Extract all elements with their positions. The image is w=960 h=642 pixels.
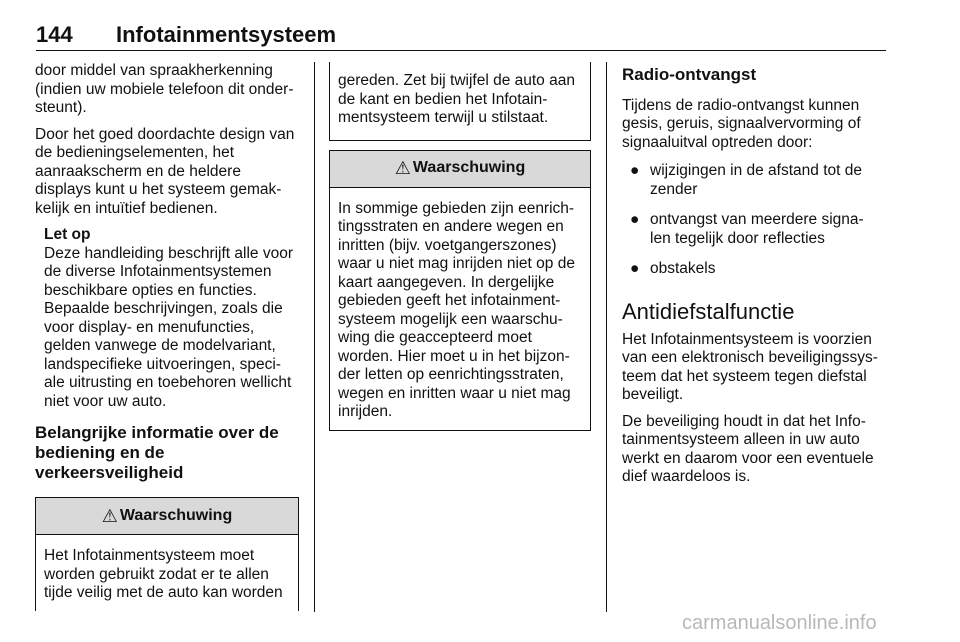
paragraph: Tijdens de radio-ontvangst kunnen gesis, geruis, signaalvervorming of signaaluitval optreden door: — [622, 96, 861, 151]
page-header — [36, 22, 886, 51]
warning-box — [35, 497, 299, 611]
column-left — [35, 62, 299, 611]
column-divider — [314, 62, 315, 612]
warning-label: Waarschuwing — [412, 159, 526, 177]
bullet-icon: ● — [630, 211, 640, 228]
column-middle — [329, 62, 591, 431]
radio-heading: Radio-ontvangst — [622, 65, 757, 84]
bullet-icon: ● — [630, 162, 640, 179]
bullet-list — [622, 162, 890, 279]
warning-box-continued: gereden. Zet bij twijfel de auto aan de kant en bedien het Infotain- mentsysteem terwijl u stilstaat. — [329, 62, 591, 141]
section-heading: Antidiefstalfunctie — [622, 298, 795, 324]
list-item — [622, 211, 890, 248]
warning-header — [330, 151, 590, 188]
section-subheading: Belangrijke informatie over de bediening en de verkeersveiligheid — [35, 423, 279, 482]
list-item-text: wijzigingen in de afstand tot de zender — [650, 162, 862, 198]
list-item — [622, 162, 890, 199]
column-divider — [606, 62, 607, 612]
warning-text: Het Infotainmentsysteem moet worden gebruikt zodat er te allen tijde veilig met de auto kan worden — [44, 547, 283, 601]
page-title: Infotainmentsysteem — [116, 22, 337, 47]
warning-triangle-icon: ⚠ — [101, 505, 118, 526]
paragraph: Door het goed doordachte design van de bedieningselementen, het aanraakscherm en de heldere displays kunt u het systeem gemak- kelijk en intuïtief bedienen. — [35, 125, 295, 217]
column-right — [622, 62, 890, 495]
warning-header — [36, 498, 298, 535]
warning-triangle-icon: ⚠ — [394, 158, 411, 179]
note-block — [44, 226, 299, 411]
bullet-icon: ● — [630, 260, 640, 277]
list-item-text: ontvangst van meerdere signa- len tegelijk door reflecties — [650, 211, 864, 247]
list-item — [622, 260, 890, 279]
warning-text: In sommige gebieden zijn eenrich- tingsstraten en andere wegen en inritten (bijv. voetgangerszones) waar u niet mag inrijden niet op de kaart aangegeven. In dergelijke gebieden geeft het infotainment- systeem mogelijk een waarschu- wing die geaccepteerd moet worden. Hier moet u in het bijzon- der letten op eenrichtingsstraten, wegen en inritten waar u niet mag inrijden. — [338, 199, 575, 420]
paragraph: Het Infotainmentsysteem is voorzien van een elektronisch beveiligingssys- teem dat het systeem tegen diefstal beveiligt. — [622, 330, 878, 403]
page-number: 144 — [36, 22, 73, 47]
paragraph: De beveiliging houdt in dat het Info- tainmentsysteem alleen in uw auto werkt en daarom voor een eventuele dief waardeloos is. — [622, 412, 874, 485]
list-item-text: obstakels — [650, 260, 716, 277]
watermark: carmanualsonline.info — [682, 612, 877, 634]
warning-box — [329, 150, 591, 431]
note-body: Deze handleiding beschrijft alle voor de diverse Infotainmentsystemen beschikbare opties en functies. Bepaalde beschrijvingen, zoals die voor display- en menufuncties, gelden vanwege de modelvariant, landspecifieke uitvoeringen, speci- ale uitrusting en toebehoren wellicht niet voor uw auto. — [44, 244, 294, 410]
warning-label: Waarschuwing — [119, 506, 233, 524]
note-title: Let op — [44, 226, 91, 243]
paragraph: door middel van spraakherkenning (indien uw mobiele telefoon dit onder- steunt). — [35, 62, 294, 116]
